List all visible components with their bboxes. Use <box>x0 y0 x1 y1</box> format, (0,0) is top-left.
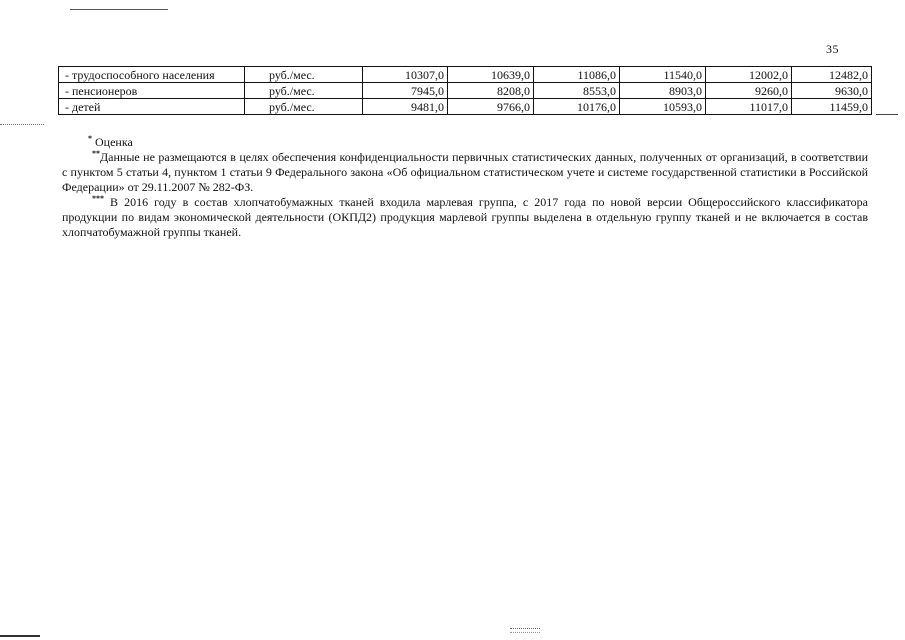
row-label: - пенсионеров <box>59 83 245 99</box>
margin-mark-right <box>876 114 898 115</box>
table-cell: 10593,0 <box>620 99 706 115</box>
data-table <box>58 66 872 115</box>
table-cell: 11459,0 <box>792 99 872 115</box>
table-cell: 9260,0 <box>706 83 792 99</box>
scan-mark-bottom <box>510 628 540 633</box>
table-cell: 10176,0 <box>534 99 620 115</box>
table-cell: 11017,0 <box>706 99 792 115</box>
row-label: - трудоспособного населения <box>59 67 245 83</box>
footnote-text: Оценка <box>95 135 133 149</box>
footnote-gauze-group <box>62 195 868 240</box>
footnotes <box>62 135 868 240</box>
table-cell: 8903,0 <box>620 83 706 99</box>
table-cell: 11086,0 <box>534 67 620 83</box>
table-cell: 9630,0 <box>792 83 872 99</box>
row-unit: руб./мес. <box>245 67 363 83</box>
table-row <box>59 67 872 83</box>
table-cell: 10307,0 <box>363 67 448 83</box>
table-row <box>59 99 872 115</box>
table-cell: 8553,0 <box>534 83 620 99</box>
scan-mark-bottom-left <box>0 635 40 637</box>
table-row <box>59 83 872 99</box>
row-label: - детей <box>59 99 245 115</box>
header-rule <box>70 9 168 10</box>
footnote-text: В 2016 году в состав хлопчатобумажных тканей входила марлевая группа, с 2017 года по новой версии Общероссийского классификатора продукции по видам экономической деятельности (ОКПД2) продукция марлевой группы выделена в отдельную группу тканей и не включается в состав хлопчатобумажной группы тканей. <box>62 195 868 239</box>
table-cell: 9766,0 <box>448 99 534 115</box>
table-cell: 11540,0 <box>620 67 706 83</box>
table-cell: 12002,0 <box>706 67 792 83</box>
footnote-text: Данные не размещаются в целях обеспечения конфиденциальности первичных статистических данных, полученных от организаций, в соответствии с пунктом 5 статьи 4, пунктом 1 статьи 9 Федерального закона «Об официальном статистическом учете и системе государственной статистики в Российской Федерации» от 29.11.2007 № 282-ФЗ. <box>62 150 868 194</box>
footnote-marker: ** <box>92 149 100 158</box>
footnote-marker: * <box>88 134 92 143</box>
table-cell: 9481,0 <box>363 99 448 115</box>
page-number: 35 <box>826 42 839 56</box>
row-unit: руб./мес. <box>245 99 363 115</box>
footnote-estimate <box>62 135 868 150</box>
table-cell: 10639,0 <box>448 67 534 83</box>
margin-mark-left <box>0 124 44 125</box>
footnote-marker: *** <box>92 194 104 203</box>
row-unit: руб./мес. <box>245 83 363 99</box>
table-cell: 8208,0 <box>448 83 534 99</box>
table-cell: 7945,0 <box>363 83 448 99</box>
footnote-confidentiality <box>62 150 868 195</box>
table-cell: 12482,0 <box>792 67 872 83</box>
